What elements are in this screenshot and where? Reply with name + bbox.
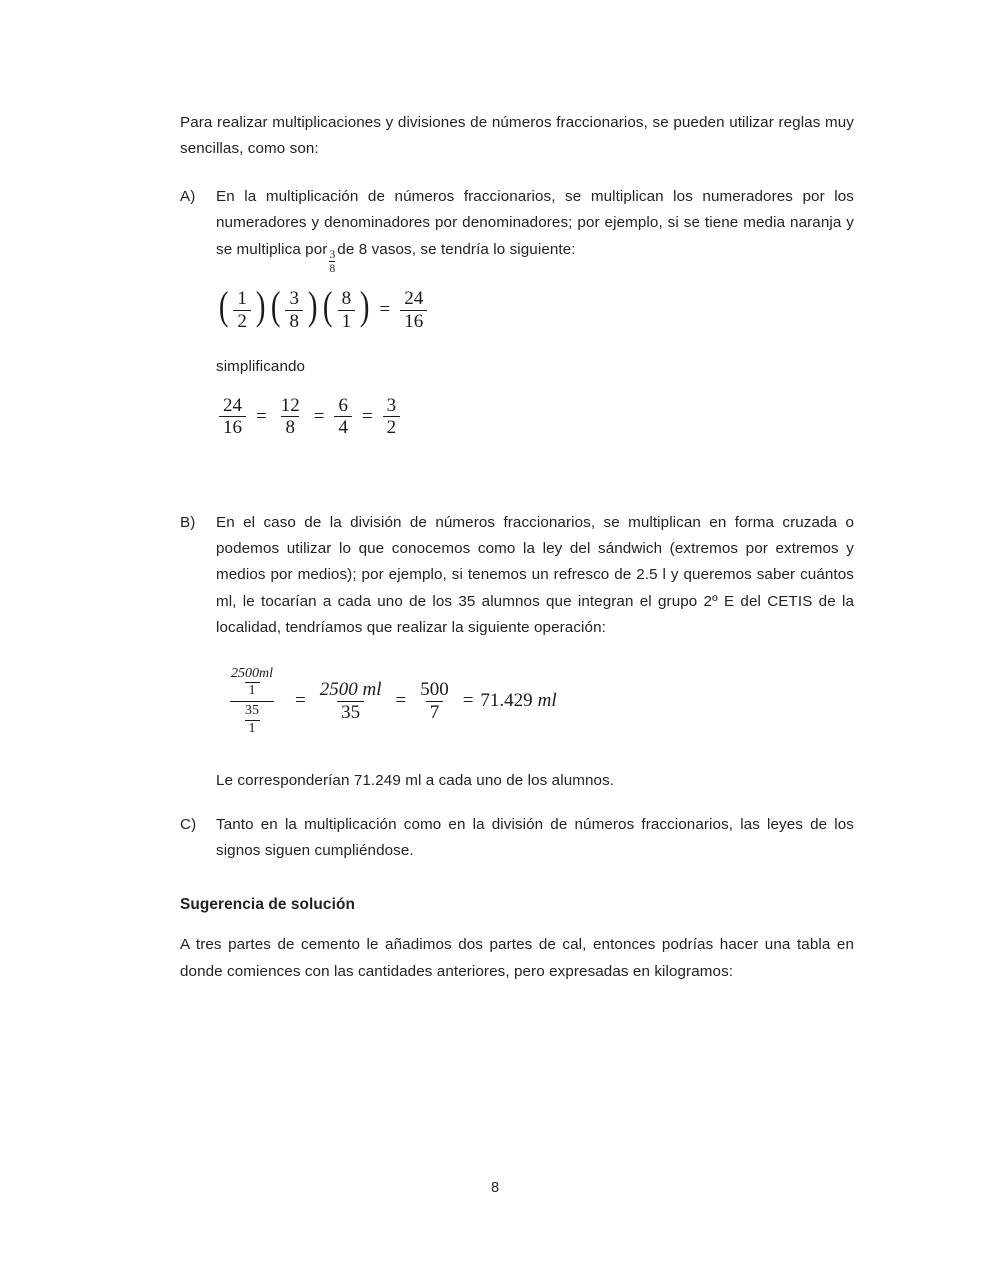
equation-simplification [180, 396, 854, 439]
simplify-label: simplificando [216, 357, 306, 375]
fraction-one-half [233, 289, 251, 332]
list-item-b-text: En el caso de la división de números fraccionarios, se multiplican en forma cruzada o podemos utilizar lo que conocemos como la ley del sándwich (extremos por extremos y medios por medios); por ejemplo, si tenemos un refresco de 2.5 l y queremos saber cuántos ml, le tocarían a cada uno de los 35 alumnos que integran el grupo 2º E del CETIS de la localidad, tendríamos que realizar la siguiente operación: [216, 514, 854, 636]
closing-paragraph: A tres partes de cemento le añadimos dos partes de cal, entonces podrías hacer una tabla en donde comiences con las cantidades anteriores, pero expresadas en kilogramos: [180, 936, 854, 980]
fraction-denominator: 2 [383, 416, 401, 438]
fraction-numerator: 24 [404, 288, 424, 310]
fraction-500-over-7 [416, 680, 453, 723]
inline-fraction-three-eighths [329, 249, 335, 275]
section-heading: Sugerencia de solución [180, 896, 355, 914]
fraction-numerator: 35 [245, 702, 259, 718]
fraction-denominator: 2 [233, 310, 251, 332]
paren-left-icon: ( [323, 283, 333, 329]
fraction-three-eighths [285, 289, 303, 332]
fraction-3-2 [383, 396, 401, 439]
fraction-result-24-16 [400, 289, 427, 332]
fraction-numerator: 3 [289, 288, 299, 310]
fraction-denominator: 1 [245, 682, 260, 699]
list-marker-a: A) [180, 188, 196, 206]
fraction-numerator: 2500ml [231, 665, 273, 681]
fraction-eight-over-one [338, 289, 356, 332]
inline-fraction-denominator: 8 [329, 262, 336, 275]
fraction-12-8 [277, 396, 304, 439]
page-number: 8 [490, 1180, 500, 1196]
equation-division [180, 667, 854, 736]
fraction-numerator: 12 [280, 394, 300, 416]
fraction-group-1 [217, 283, 267, 332]
list-marker-b: B) [180, 514, 196, 532]
paren-left-icon: ( [271, 283, 281, 329]
intro-paragraph: Para realizar multiplicaciones y divisiones de números fraccionarios, se pueden utilizar reglas muy sencillas, como son: [180, 114, 854, 158]
fraction-denominator: 4 [334, 416, 352, 438]
fraction-denominator: 1 [245, 720, 260, 737]
page-content [180, 110, 854, 1001]
fraction-denominator: 1 [338, 310, 356, 332]
inline-fraction-numerator: 3 [329, 249, 336, 262]
fraction-numerator: 6 [338, 394, 348, 416]
equals-sign: = [295, 690, 306, 712]
list-item-c-text: Tanto en la multiplicación como en la división de números fraccionarios, las leyes de los signos siguen cumpliéndose. [216, 816, 854, 860]
equals-sign: = [395, 690, 407, 712]
list-item-a-text-before: En la multiplicación de números fraccionarios, se multiplican los numeradores por los numeradores y denominadores por denominadores; por ejemplo, si se tiene media naranja y se multiplica por [216, 188, 854, 258]
fraction-6-4 [334, 396, 352, 439]
equals-sign: = [313, 405, 325, 427]
fraction-24-16 [219, 396, 246, 439]
fraction-group-3 [321, 283, 371, 332]
complex-fraction-denominator [230, 701, 274, 736]
fraction-denominator: 35 [337, 701, 364, 723]
paren-right-icon: ) [360, 283, 370, 329]
paren-right-icon: ) [307, 283, 318, 329]
equals-sign: = [379, 299, 391, 321]
fraction-numerator: 3 [386, 394, 397, 416]
fraction-group-2 [269, 283, 319, 332]
fraction-2500ml-over-35 [316, 680, 386, 723]
fraction-numerator: 1 [237, 288, 247, 310]
list-item-a [180, 184, 854, 275]
fraction-numerator: 24 [223, 394, 242, 416]
fraction-denominator: 8 [285, 310, 303, 332]
paren-right-icon: ) [255, 283, 266, 329]
list-item-b [180, 510, 854, 641]
fraction-numerator: 2500 ml [319, 679, 382, 701]
fraction-denominator: 16 [400, 310, 427, 332]
fraction-numerator: 8 [341, 288, 352, 310]
list-marker-c: C) [180, 816, 197, 834]
complex-fraction-numerator [216, 667, 288, 701]
fraction-numerator: 500 [420, 679, 449, 701]
complex-fraction [216, 667, 288, 736]
fraction-denominator: 8 [281, 416, 299, 438]
equation-multiplication [180, 283, 854, 332]
division-result-value: 71.429 [480, 690, 533, 712]
equals-sign: = [256, 405, 267, 427]
division-result-unit: ml [537, 690, 557, 712]
fraction-35-over-1 [241, 704, 263, 736]
fraction-denominator: 16 [219, 416, 246, 438]
equals-sign: = [462, 690, 474, 712]
result-sentence: Le corresponderían 71.249 ml a cada uno de los alumnos. [216, 772, 615, 790]
list-item-c [180, 812, 854, 864]
fraction-2500ml-over-1 [227, 667, 277, 699]
paren-left-icon: ( [218, 283, 229, 329]
fraction-denominator: 7 [426, 701, 444, 723]
equals-sign: = [361, 405, 373, 427]
list-item-a-text-after: de 8 vasos, se tendría lo siguiente: [337, 240, 576, 258]
